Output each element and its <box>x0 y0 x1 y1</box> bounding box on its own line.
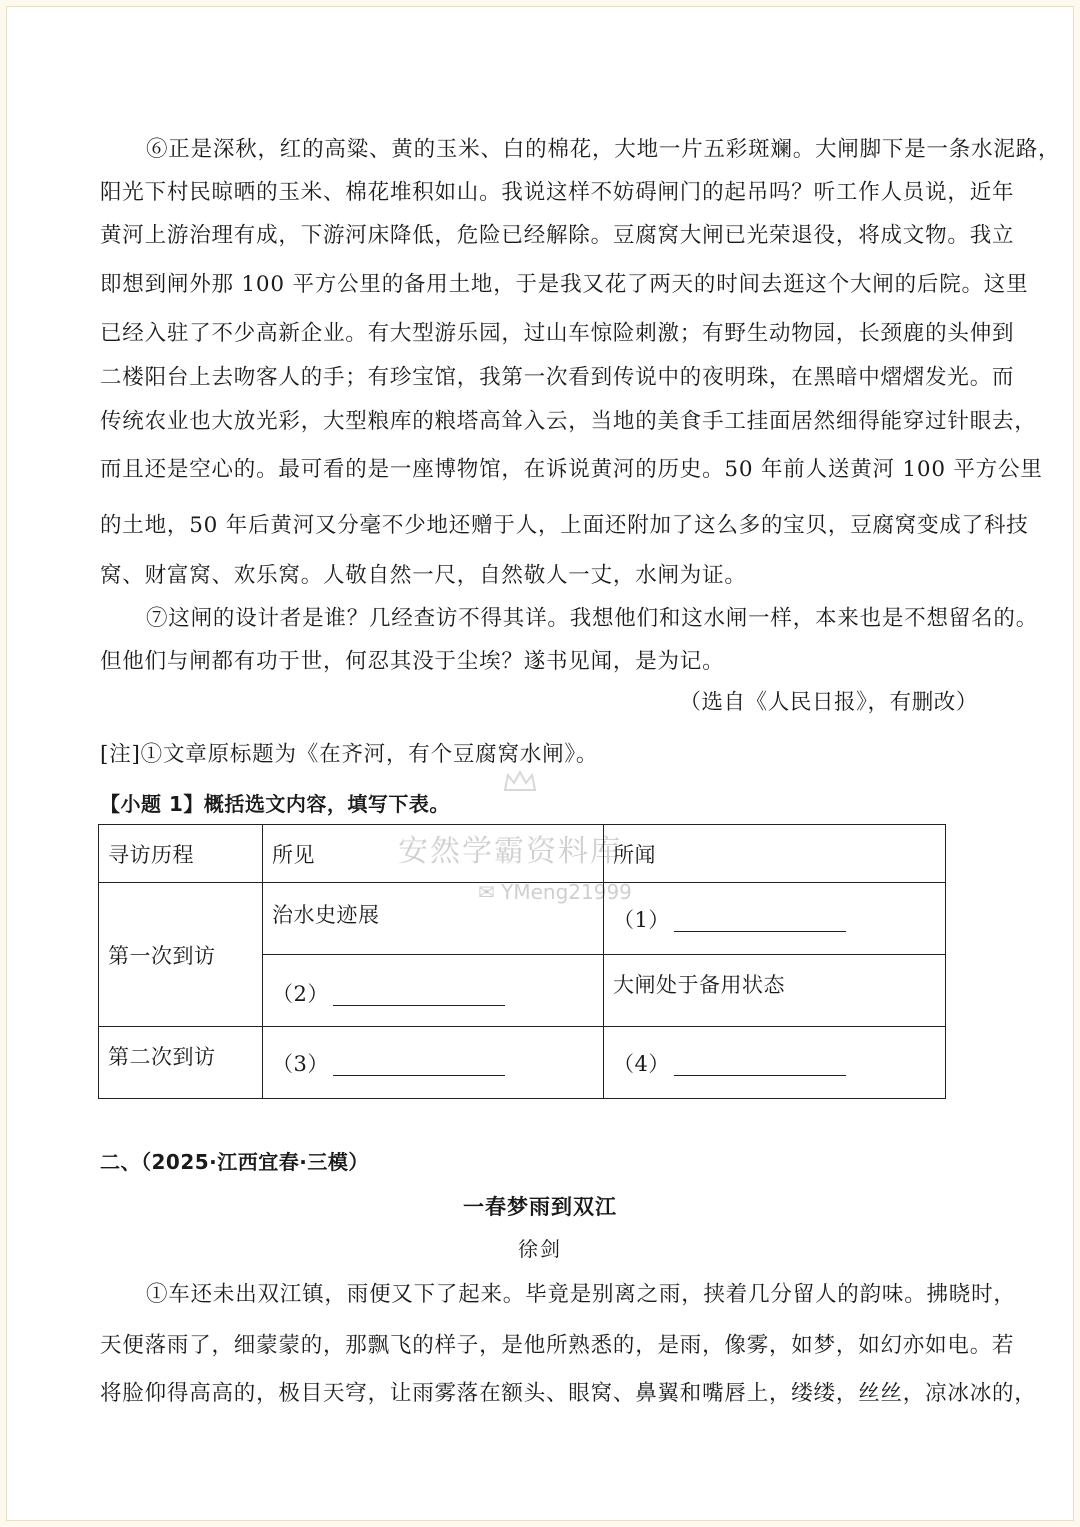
text-line: ①车还未出双江镇，雨便又下了起来。毕竟是别离之雨，挟着几分留人的韵味。拂晓时， <box>146 1282 1016 1307</box>
table-cell: 大闸处于备用状态 <box>604 955 946 1027</box>
text-line: 天便落雨了，细蒙蒙的，那飘飞的样子，是他所熟悉的，是雨，像雾，如梦，如幻亦如电。若 <box>100 1333 1015 1358</box>
watermark-text: 安然学霸资料库 <box>398 834 622 869</box>
section-heading: 二、（2025·江西宜春·三模） <box>100 1150 369 1174</box>
wechat-icon: ✉ <box>478 880 495 904</box>
answer-blank[interactable] <box>333 1055 505 1076</box>
source-citation: （选自《人民日报》，有删改） <box>679 690 978 715</box>
blank-number: （2） <box>272 982 329 1006</box>
crown-watermark-icon <box>503 770 537 792</box>
text-line: 但他们与闸都有功于世，何忍其没于尘埃？遂书见闻，是为记。 <box>100 649 725 674</box>
article-author: 徐剑 <box>518 1237 562 1261</box>
footnote: [注]①文章原标题为《在齐河，有个豆腐窝水闸》。 <box>100 742 599 767</box>
answer-blank[interactable] <box>333 985 505 1006</box>
text-line: 阳光下村民晾晒的玉米、棉花堆积如山。我说这样不妨碍闸门的起吊吗？听工作人员说，近年 <box>100 180 1015 205</box>
answer-blank[interactable] <box>674 911 846 932</box>
blank-number: （1） <box>613 907 670 932</box>
table-row <box>99 825 946 883</box>
watermark-sub: ✉ YMeng21999 <box>478 880 632 904</box>
answer-table <box>98 824 946 1099</box>
article-title: 一春梦雨到双江 <box>463 1195 617 1219</box>
table-row <box>99 1027 946 1099</box>
table-cell: 治水史迹展 <box>263 883 604 955</box>
blank-number: （4） <box>613 1051 670 1076</box>
text-line: 黄河上游治理有成，下游河床降低，危险已经解除。豆腐窝大闸已光荣退役，将成文物。我立 <box>100 223 1015 248</box>
table-header: 所闻 <box>604 825 946 883</box>
table-header: 所见 <box>263 825 604 883</box>
text-line: 即想到闸外那 100 平方公里的备用土地，于是我又花了两天的时间去逛这个大闸的后院。这里 <box>100 272 1029 297</box>
text-line: 的土地，50 年后黄河又分毫不少地还赠于人，上面还附加了这么多的宝贝，豆腐窝变成了科技 <box>100 513 1029 538</box>
text-line: 二楼阳台上去吻客人的手；有珍宝馆，我第一次看到传说中的夜明珠，在黑暗中熠熠发光。而 <box>100 365 1015 390</box>
text-line: 将脸仰得高高的，极目天穹，让雨雾落在额头、眼窝、鼻翼和嘴唇上，缕缕，丝丝，凉冰冰的， <box>100 1381 1037 1406</box>
table-cell-blank-3[interactable] <box>263 1027 604 1099</box>
text-line: 而且还是空心的。最可看的是一座博物馆，在诉说黄河的历史。50 年前人送黄河 100 平方公里 <box>100 457 1043 482</box>
table-cell-blank-1[interactable] <box>604 883 946 955</box>
table-cell-visit: 第一次到访 <box>99 883 263 1027</box>
blank-number: （3） <box>272 1051 329 1076</box>
table-row <box>99 883 946 955</box>
text-line: ⑥正是深秋，红的高粱、黄的玉米、白的棉花，大地一片五彩斑斓。大闸脚下是一条水泥路， <box>146 137 1061 162</box>
table-cell-visit: 第二次到访 <box>99 1027 263 1099</box>
text-line: 已经入驻了不少高新企业。有大型游乐园，过山车惊险刺激；有野生动物园，长颈鹿的头伸到 <box>100 321 1015 346</box>
table-header: 寻访历程 <box>99 825 263 883</box>
table-cell-blank-4[interactable] <box>604 1027 946 1099</box>
table-cell-blank-2[interactable] <box>263 955 604 1027</box>
question-heading: 【小题 1】概括选文内容，填写下表。 <box>100 792 450 816</box>
answer-blank[interactable] <box>674 1055 846 1076</box>
text-line: ⑦这闸的设计者是谁？几经查访不得其详。我想他们和这水闸一样，本来也是不想留名的。 <box>146 606 1039 631</box>
text-line: 传统农业也大放光彩，大型粮库的粮塔高耸入云，当地的美食手工挂面居然细得能穿过针眼去， <box>100 409 1037 434</box>
text-line: 窝、财富窝、欢乐窝。人敬自然一尺，自然敬人一丈，水闸为证。 <box>100 563 747 588</box>
